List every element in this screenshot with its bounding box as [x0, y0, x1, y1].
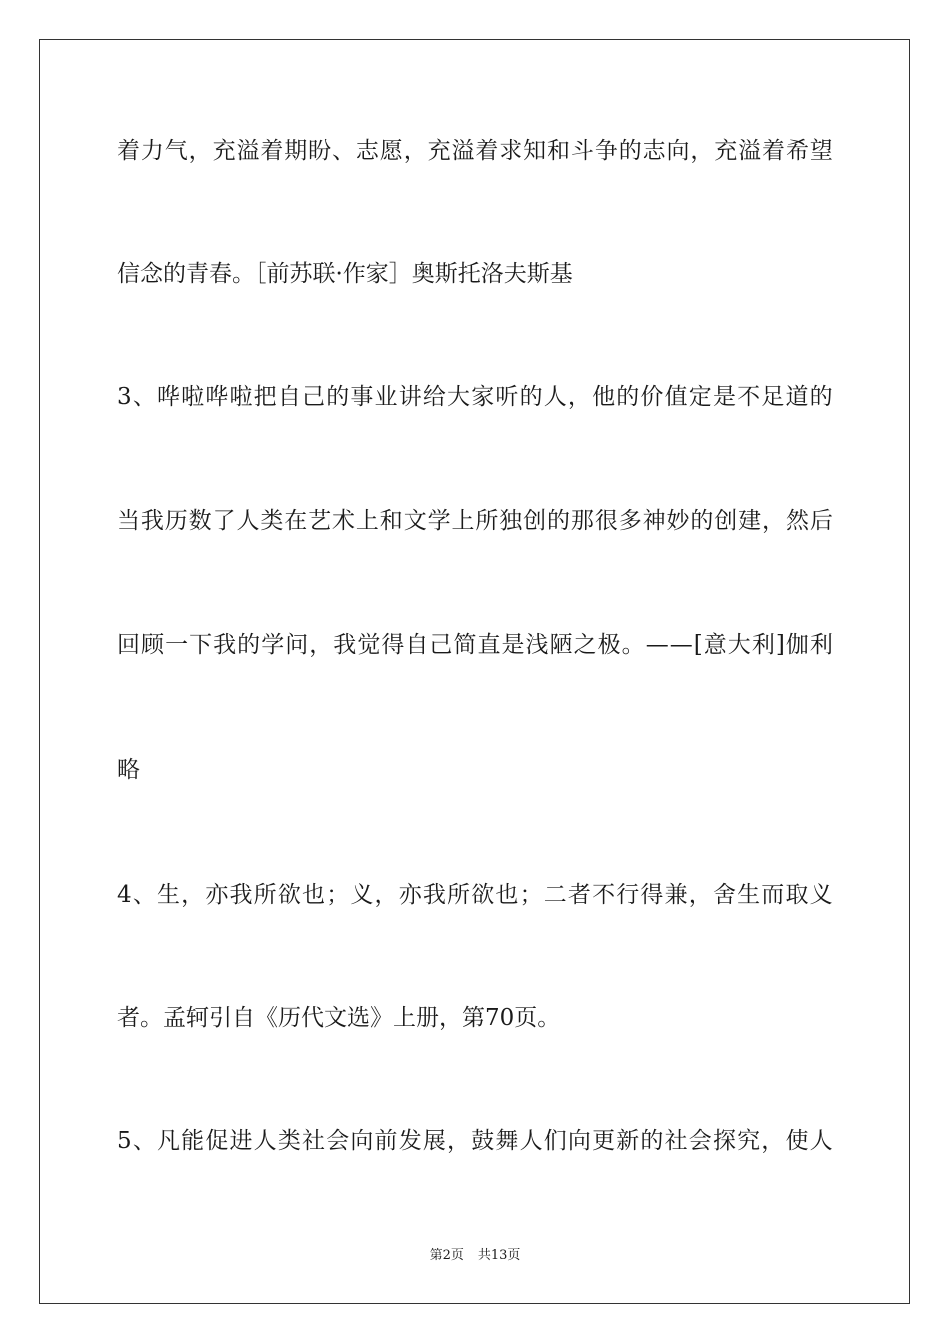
text-line-2: 信念的青春。［前苏联·作家］奥斯托洛夫斯基: [117, 261, 573, 287]
text-line-8: 者。孟轲引自《历代文选》上册，第70页。: [117, 1005, 561, 1031]
text-line-3: 3 、 哗 啦 哗 啦 把 自 己 的 事 业 讲 给 大 家 听 的 人 ， 他 的 价 值 定 是 不 足 道 的: [117, 384, 833, 410]
text-line-9: 5 、 凡 能 促 进 人 类 社 会 向 前 发 展 ， 鼓 舞 人 们 向 更 新 的 社 会 探 究 ， 使 人: [117, 1128, 833, 1154]
text-line-6: 略: [117, 757, 140, 783]
text-line-5: 回 顾 一 下 我 的 学 问 ， 我 觉 得 自 己 简 直 是 浅 陋 之 极 。 — — [ 意 大 利 ] 伽 利: [117, 632, 833, 658]
text-line-1: 着 力 气 ， 充 溢 着 期 盼 、 志 愿 ， 充 溢 着 求 知 和 斗 争 的 志 向 ， 充 溢 着 希 望: [117, 138, 833, 164]
page-border: [39, 39, 910, 1304]
text-line-7: 4 、 生 ， 亦 我 所 欲 也 ； 义 ， 亦 我 所 欲 也 ； 二 者 不 行 得 兼 ， 舍 生 而 取 义: [117, 882, 833, 908]
page-total: 共13页: [477, 1248, 521, 1263]
page-number: 第2页: [429, 1248, 464, 1263]
page-footer: [0, 1247, 950, 1265]
text-line-4: 当 我 历 数 了 人 类 在 艺 术 上 和 文 学 上 所 独 创 的 那 很 多 神 妙 的 创 建 ， 然 后: [117, 508, 833, 534]
